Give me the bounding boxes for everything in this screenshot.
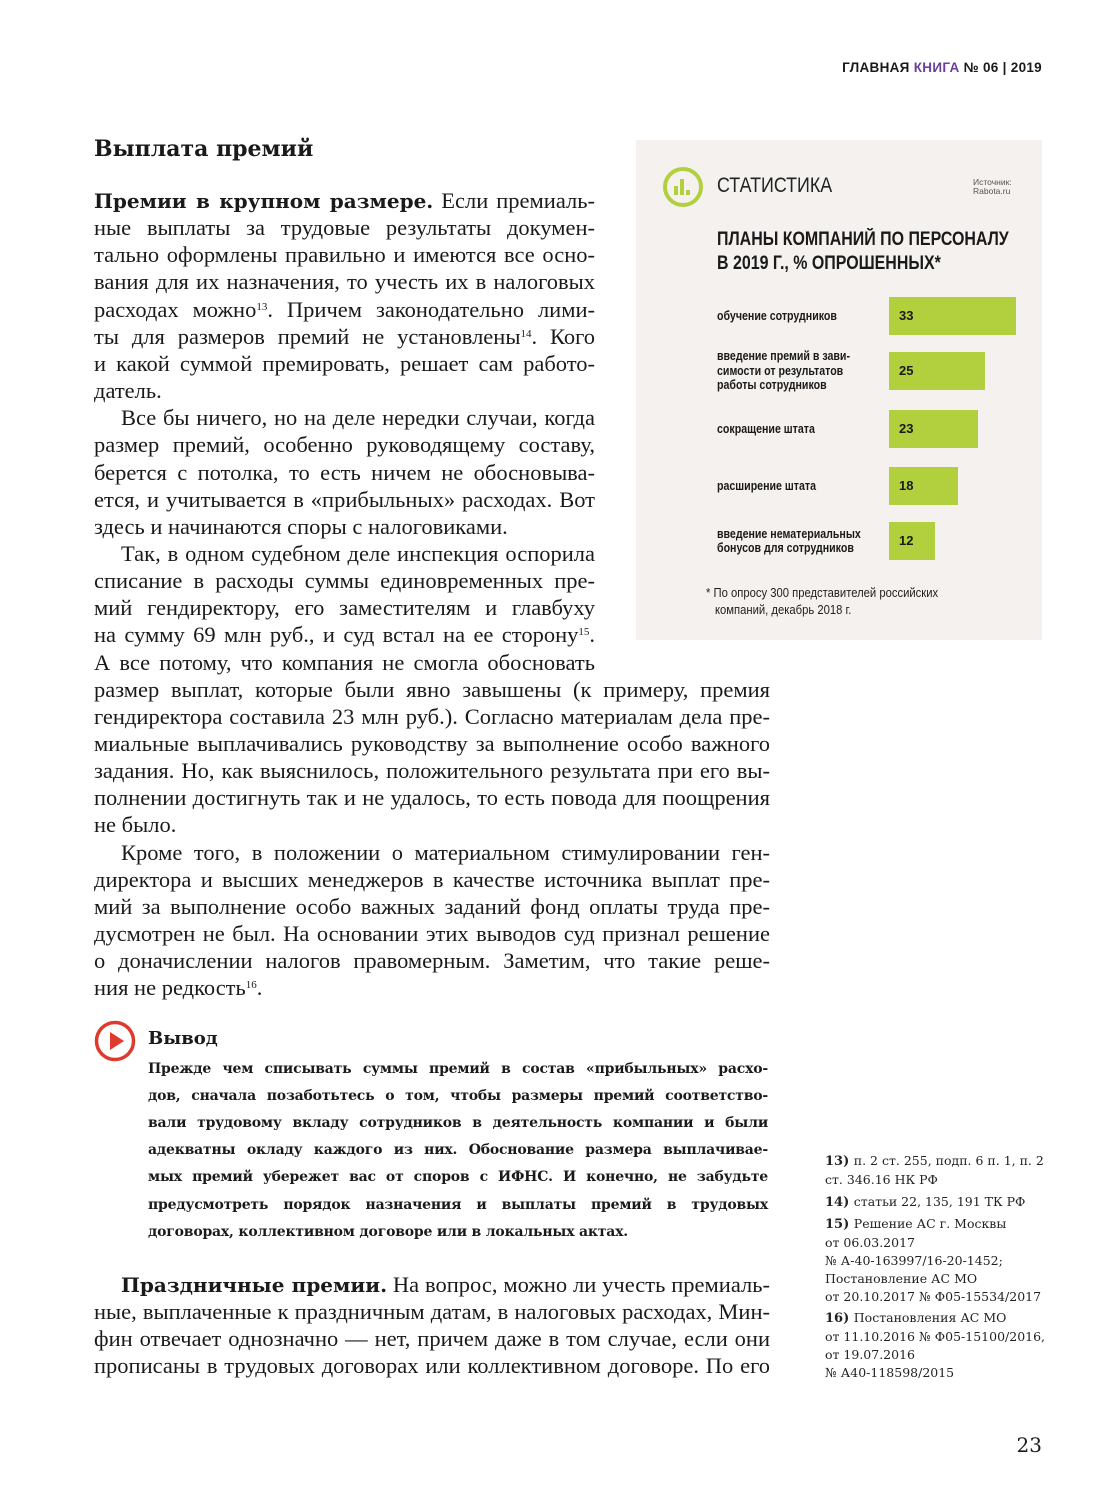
footnote-line	[825, 1193, 1055, 1212]
bar-label-line: бонусов для сотрудников	[717, 541, 854, 555]
issue-number: № 06 | 2019	[963, 60, 1042, 75]
text-line	[94, 649, 595, 676]
footnote-text: ст. 346.16 НК РФ	[825, 1171, 938, 1187]
footnote-number: 13)	[825, 1154, 854, 1169]
text-run: Если премиаль-	[433, 188, 595, 213]
bar-value: 12	[899, 533, 914, 548]
text-line	[94, 431, 595, 458]
footnote-line	[825, 1270, 1055, 1288]
text-line	[94, 323, 595, 350]
source-label: Источник:	[973, 177, 1012, 187]
footnote-line	[825, 1364, 1055, 1382]
footnote-text: № А40-118598/2015	[825, 1364, 955, 1380]
text-run: гендиректора составила 23 млн руб.). Согласно материалам дела пре-	[94, 703, 770, 729]
conclusion-line: договорах, коллективном договоре или в локальных актах.	[148, 1223, 628, 1240]
text-line	[94, 757, 770, 784]
bar-label-line: введение премий в зави-	[717, 349, 850, 364]
text-line	[94, 567, 595, 594]
lead-in: Премии в крупном размере.	[94, 189, 434, 213]
text-line	[94, 268, 595, 295]
footnote-text: статьи 22, 135, 191 ТК РФ	[853, 1193, 1026, 1209]
text-run: дусмотрен не был. На основании этих выводов суд признал решение	[94, 921, 770, 947]
footnote-number: 15)	[825, 1217, 854, 1233]
conclusion-line: дов, сначала позаботьтесь о том, чтобы размеры премий соответство-	[148, 1088, 768, 1105]
footnote-line	[825, 1171, 1055, 1189]
play-icon	[94, 1020, 136, 1062]
bar-label	[717, 309, 837, 324]
text-run: полнении достигнуть так и не удалось, то есть повода для поощрения	[94, 785, 770, 811]
text-line	[94, 730, 770, 757]
text-line	[121, 404, 595, 431]
source-name: Rabota.ru	[973, 186, 1011, 196]
text-run: мий за выполнение особо важных заданий фонд оплаты труда пре-	[94, 893, 770, 919]
bar-label	[717, 527, 861, 556]
footnote	[825, 1152, 1055, 1189]
bar	[889, 297, 1016, 335]
text-run: датель.	[94, 378, 162, 404]
footnote-line	[825, 1152, 1055, 1171]
footnote	[825, 1193, 1055, 1212]
bar-value: 18	[899, 478, 914, 493]
bar-label-line: расширение штата	[717, 478, 816, 493]
text-run: не было.	[94, 812, 177, 838]
text-line	[94, 486, 595, 513]
bar-label	[717, 349, 850, 393]
text-run: . Причем законодательно лими-	[267, 296, 595, 322]
footnote-line	[825, 1346, 1055, 1364]
brand-accent: КНИГА	[913, 60, 960, 75]
footnote-line	[825, 1288, 1055, 1306]
magazine-header	[842, 60, 1042, 75]
conclusion-title: Вывод	[148, 1028, 218, 1049]
section-title: Выплата премий	[94, 136, 314, 162]
text-line	[121, 839, 770, 866]
bar-label-line: работы сотрудников	[717, 378, 827, 393]
text-line	[94, 513, 595, 540]
text-line	[94, 350, 595, 377]
bar	[889, 352, 985, 390]
text-line	[94, 811, 770, 838]
footnote-text: от 20.10.2017 № Ф05-15534/2017	[825, 1288, 1042, 1304]
footnote-text: Постановления АС МО	[853, 1310, 1007, 1326]
bar-label-line: симости от результатов	[717, 363, 844, 378]
text-run: .	[589, 622, 595, 648]
footnote	[825, 1309, 1055, 1381]
text-run: ные, выплаченные к праздничным датам, в налоговых расходах, Мин-	[94, 1299, 770, 1325]
text-line	[121, 540, 595, 567]
survey-note	[706, 585, 938, 619]
bar	[889, 410, 978, 448]
text-run: задания. Но, как выяснилось, положительного результата при его вы-	[94, 758, 770, 784]
text-line	[94, 947, 770, 974]
footnote-line	[825, 1309, 1055, 1328]
stats-source	[973, 178, 1012, 196]
text-run: мий гендиректору, его заместителям и главбуху	[94, 595, 595, 621]
text-line	[94, 459, 595, 486]
text-run: прописаны в трудовых договорах или коллективном договоре. По его	[94, 1353, 770, 1379]
text-line	[94, 784, 770, 811]
statistics-panel	[636, 140, 1042, 640]
text-run: списание в расходы суммы единовременных пре-	[94, 568, 595, 594]
footnote-ref: 15	[578, 626, 590, 639]
conclusion-line: предусмотреть порядок назначения и выплаты премий в трудовых	[148, 1196, 768, 1213]
text-run: Все бы ничего, но на деле нередки случаи, когда	[121, 405, 595, 431]
text-run: На вопрос, можно ли учесть премиаль-	[387, 1272, 770, 1297]
text-run: А все потому, что компания не смогла обосновать	[94, 649, 595, 675]
conclusion-line: адекватны окладу каждого из них. Обоснование размера выплачивае-	[148, 1142, 768, 1159]
footnote-ref: 14	[520, 327, 532, 340]
text-run: берется с потолка, то есть ничем не обосновыва-	[94, 459, 595, 485]
footnote-number: 16)	[825, 1311, 854, 1327]
text-run: тально оформлены правильно и имеются все осно-	[94, 242, 595, 268]
text-line	[94, 676, 770, 703]
text-run: на сумму 69 млн руб., и суд встал на ее сторону	[94, 622, 579, 648]
text-run: о доначислении налогов правомерным. Заметим, что такие реше-	[94, 948, 770, 974]
text-run: ния не редкость	[94, 975, 246, 1001]
text-run: размер премий, особенно руководящему составу,	[94, 432, 595, 458]
chart-title	[717, 228, 1009, 276]
chart-title-line: В 2019 Г., % ОПРОШЕННЫХ*	[717, 253, 941, 274]
text-run: Так, в одном судебном деле инспекция оспорила	[121, 540, 595, 566]
text-run: размер выплат, которые были явно завышены (к примеру, премия	[94, 676, 770, 702]
bar-value: 33	[899, 308, 914, 323]
footnote-text: от 06.03.2017	[825, 1235, 915, 1251]
text-run: .	[256, 975, 263, 1001]
text-run: Кроме того, в положении о материальном стимулировании ген-	[121, 839, 770, 865]
footnote-line	[825, 1252, 1055, 1270]
bar-label-line: введение нематериальных	[717, 526, 861, 541]
text-line	[94, 866, 770, 893]
stats-label: СТАТИСТИКА	[717, 174, 833, 197]
text-line	[94, 1298, 770, 1325]
lead-in: Праздничные премии.	[121, 1273, 388, 1297]
text-line	[94, 1352, 770, 1379]
bar-label-line: сокращение штата	[717, 421, 815, 436]
text-run: расходах можно	[94, 296, 257, 322]
text-run: директора и высших менеджеров в качестве источника выплат пре-	[94, 866, 770, 892]
text-line	[94, 920, 770, 947]
text-line	[94, 621, 595, 648]
text-run: и какой суммой премировать, решает сам работо-	[94, 350, 595, 376]
text-run: здесь и начинаются споры с налоговиками.	[94, 513, 508, 539]
bar-chart-icon	[662, 166, 704, 208]
bar-value: 25	[899, 363, 914, 378]
footnote-number: 14)	[825, 1194, 854, 1210]
text-run: . Кого	[531, 323, 596, 349]
chart-title-line: ПЛАНЫ КОМПАНИЙ ПО ПЕРСОНАЛУ	[717, 229, 1009, 250]
footnote-ref: 16	[245, 979, 257, 992]
footnote-line	[825, 1328, 1055, 1346]
text-run: вания для их назначения, то учесть их в налоговых	[94, 269, 595, 295]
note-line: компаний, декабрь 2018 г.	[715, 603, 852, 617]
text-run: фин отвечает однозначно — нет, причем даже в том случае, если они	[94, 1326, 770, 1352]
bar	[889, 467, 958, 505]
footnotes	[825, 1152, 1055, 1386]
footnote-line	[825, 1215, 1055, 1234]
conclusion-line: вали трудовому вкладу сотрудников в деятельность компании и были	[148, 1115, 768, 1132]
text-line	[94, 296, 595, 323]
bar-label-line: обучение сотрудников	[717, 308, 837, 323]
text-line	[121, 1271, 770, 1299]
footnote-ref: 13	[256, 300, 268, 313]
footnote-text: от 11.10.2016 № Ф05-15100/2016,	[825, 1329, 1046, 1345]
footnote-text: Решение АС г. Москвы	[853, 1216, 1007, 1232]
conclusion-line: мых премий убережет вас от споров с ИФНС. И конечно, не забудьте	[148, 1169, 768, 1186]
text-line	[94, 703, 770, 730]
bar-value: 23	[899, 421, 914, 436]
text-run: миальные выплачивались руководству за выполнение особо важного	[94, 731, 770, 756]
text-line	[94, 594, 595, 621]
text-run: ты для размеров премий не установлены	[94, 323, 521, 349]
footnote-text: п. 2 ст. 255, подп. 6 п. 1, п. 2	[853, 1153, 1044, 1168]
text-run: ные выплаты за трудовые результаты докумен-	[94, 215, 595, 241]
bar	[889, 522, 935, 560]
text-line	[94, 214, 595, 241]
text-run: ется, и учитывается в «прибыльных» расходах. Вот	[94, 486, 595, 512]
page-number: 23	[1016, 1433, 1042, 1457]
text-line	[94, 1325, 770, 1352]
brand-main: ГЛАВНАЯ	[842, 60, 910, 75]
bar-label	[717, 479, 816, 494]
footnote-text: Постановление АС МО	[825, 1270, 978, 1286]
text-line	[94, 893, 770, 920]
text-line	[94, 241, 595, 268]
text-line	[94, 377, 595, 404]
conclusion-line: Прежде чем списывать суммы премий в состав «прибыльных» расхо-	[148, 1061, 768, 1077]
footnote-text: № А-40-163997/16-20-1452;	[825, 1252, 1003, 1268]
footnote	[825, 1215, 1055, 1305]
note-line: * По опросу 300 представителей российских	[706, 586, 939, 600]
text-line	[94, 187, 595, 215]
footnote-text: от 19.07.2016	[825, 1346, 915, 1362]
bar-label	[717, 422, 815, 437]
footnote-line	[825, 1234, 1055, 1252]
text-line	[94, 974, 770, 1001]
